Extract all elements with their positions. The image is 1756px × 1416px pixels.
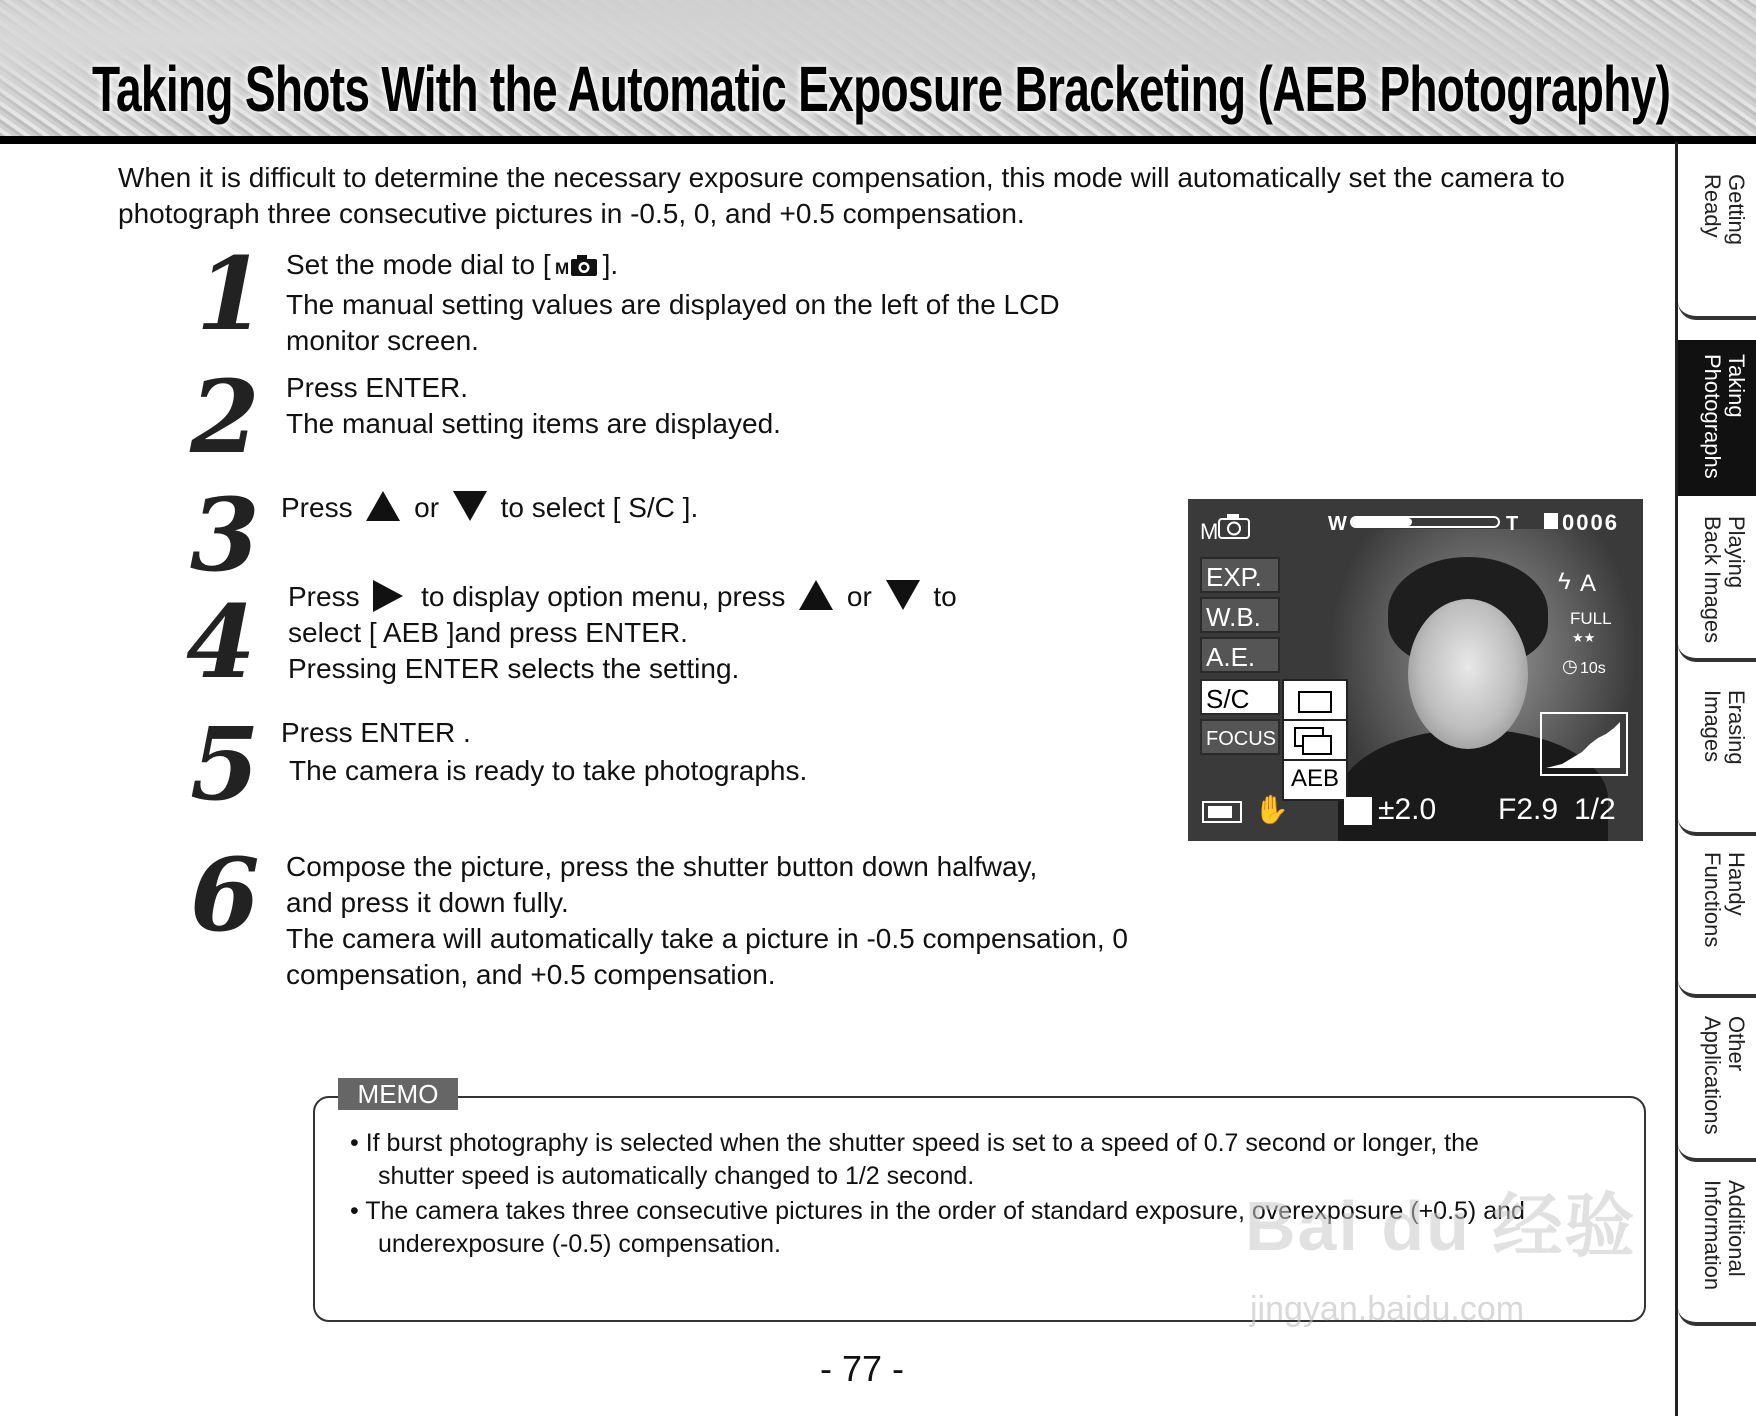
step-6-line-b: and press it down fully. [286,887,569,918]
step-3-select: to select [ S/C ]. [500,492,699,523]
down-arrow-icon [453,491,487,521]
step-5-line-b: The camera is ready to take photographs. [289,755,808,786]
lcd-shutter-speed: 1/2 [1574,793,1616,826]
side-tab-label: Back Images [1700,516,1725,644]
step-6-line-a: Compose the picture, press the shutter button down halfway, [286,851,1038,882]
lcd-histogram [1540,712,1628,776]
side-tab-label: Images [1700,690,1725,763]
side-tab-label: Erasing [1724,690,1749,765]
step-4-line-b: select [ AEB ]and press ENTER. [288,617,688,648]
side-tab-edge [1678,644,1756,662]
watermark-url: jingyan.baidu.com [1250,1290,1525,1328]
lcd-timer: 10s [1580,660,1606,677]
step-4-display: to display option menu, press [421,581,786,612]
portrait-face [1408,599,1528,749]
side-tab-edge [1678,980,1756,998]
lcd-burst-icon [1282,719,1348,763]
step-number-5: 5 [190,705,260,823]
side-tab-label: Other [1724,1016,1749,1072]
step-6-line-c: The camera will automatically take a picture in -0.5 compensation, 0 [286,923,1128,954]
lcd-menu-ae: A.E. [1200,637,1280,673]
step-2-line-a: Press ENTER. [286,372,469,403]
lcd-stabilizer-icon: ✋ [1254,794,1289,825]
side-tab-label: Getting [1724,174,1749,245]
lcd-exposure-value: ±2.0 [1378,793,1437,826]
lcd-zoom-w: W [1328,513,1347,535]
step-number-4: 4 [186,583,256,701]
step-2-line-b: The manual setting items are displayed. [286,408,781,439]
side-tab-label: Information [1700,1180,1725,1291]
side-tab-edge [1678,1308,1756,1326]
lcd-zoom-bar [1350,516,1500,528]
step-1-line-d: monitor screen. [286,325,479,356]
lcd-camera-icon [1218,513,1250,544]
page-title: Taking Shots With the Automatic Exposure Bracketing (AEB Photography) [92,53,1671,125]
lcd-exposure-comp-icon [1344,797,1372,825]
lcd-mode-label: M [1200,519,1219,544]
memo-item-2-line-2: underexposure (-0.5) compensation. [378,1230,782,1258]
svg-text:M: M [554,259,569,278]
step-number-1: 1 [196,235,266,353]
step-6-line-d: compensation, and +0.5 compensation. [286,959,776,990]
step-4-to: to [933,581,957,612]
intro-text: When it is difficult to determine the necessary exposure compensation, this mode will automatically set the camera to photograph three consecutive pictures in -0.5, 0, and +0.5 compensation. [118,162,1565,229]
step-1-line-b: ]. [602,249,619,280]
step-number-2: 2 [190,358,260,476]
memo-item-1-line-2: shutter speed is automatically changed to 1/2 second. [378,1162,975,1190]
step-1-text [286,247,1060,359]
memo-item-2-line-1: • The camera takes three consecutive pictures in the order of standard exposure, overexposure (+0.5) and [350,1197,1525,1225]
lcd-single-shot-icon [1282,679,1348,723]
self-timer-icon: ◷ [1562,656,1578,676]
lcd-stars: ★★ [1572,630,1596,645]
side-tab-playing-back-images[interactable] [1678,502,1756,662]
manual-camera-icon [555,251,599,287]
up-arrow-icon [366,491,400,521]
lcd-frame-counter: 0006 [1562,510,1619,535]
side-tab-label: Handy [1724,852,1749,916]
lcd-battery-icon [1202,801,1242,823]
step-1-line-a: Set the mode dial to [ [286,249,551,280]
lcd-flash-icon: ϟ [1558,568,1571,595]
side-tab-erasing-images[interactable] [1678,676,1756,836]
step-3-press: Press [281,492,353,523]
side-tab-label: Playing [1724,516,1749,589]
step-4-press: Press [288,581,360,612]
step-4-line-c: Pressing ENTER selects the setting. [288,653,740,684]
side-tab-label: Ready [1700,174,1725,238]
lcd-zoom-t: T [1506,513,1519,535]
side-tab-label: Taking [1724,354,1749,418]
step-number-6: 6 [190,836,260,954]
lcd-menu-exp: EXP. [1200,557,1280,593]
down-arrow-icon [886,580,920,610]
side-tab-edge [1678,1144,1756,1162]
lcd-menu-wb: W.B. [1200,597,1280,633]
side-tab-taking-photographs[interactable] [1678,340,1756,496]
side-tab-edge [1678,302,1756,320]
step-5-line-a: Press ENTER . [281,717,471,748]
step-3-or: or [414,492,440,523]
header-rule [0,136,1756,144]
memo-item-1-line-1: • If burst photography is selected when the shutter speed is set to a speed of 0.7 second or longer, the [350,1129,1479,1157]
side-tab-additional-information[interactable] [1678,1166,1756,1326]
lcd-flash-mode: A [1580,570,1597,597]
side-tab-handy-functions[interactable] [1678,838,1756,998]
step-number-3: 3 [190,476,260,594]
step-5-text [281,714,807,790]
step-4-text [288,579,957,687]
lcd-menu-focus: FOCUS [1200,719,1280,755]
side-tab-getting-ready[interactable] [1678,160,1756,320]
lcd-menu-sc: S/C [1200,679,1280,715]
side-tab-edge [1678,818,1756,836]
side-tab-other-applications[interactable] [1678,1002,1756,1162]
up-arrow-icon [799,580,833,610]
memo-label: MEMO [338,1078,458,1110]
right-arrow-icon [373,580,403,612]
side-tab-label: Photographs [1700,354,1725,479]
step-4-or: or [846,581,872,612]
side-tab-label: Applications [1700,1016,1725,1135]
step-1-line-c: The manual setting values are displayed on the left of the LCD [286,289,1060,320]
side-tab-label: Additional [1724,1180,1749,1277]
lcd-monitor-screen [1188,499,1643,841]
step-3-text [281,490,698,526]
watermark-logo: Bai du 经验 [1245,1187,1637,1265]
lcd-aeb-option: AEB [1282,759,1348,801]
sd-card-icon [1544,513,1558,529]
lcd-quality: FULL [1570,609,1612,628]
side-tab-label: Functions [1700,852,1725,948]
page-number: - 77 - [820,1348,905,1389]
lcd-aperture: F2.9 [1498,793,1559,826]
step-6-text [286,849,1128,993]
step-2-text [286,370,781,442]
